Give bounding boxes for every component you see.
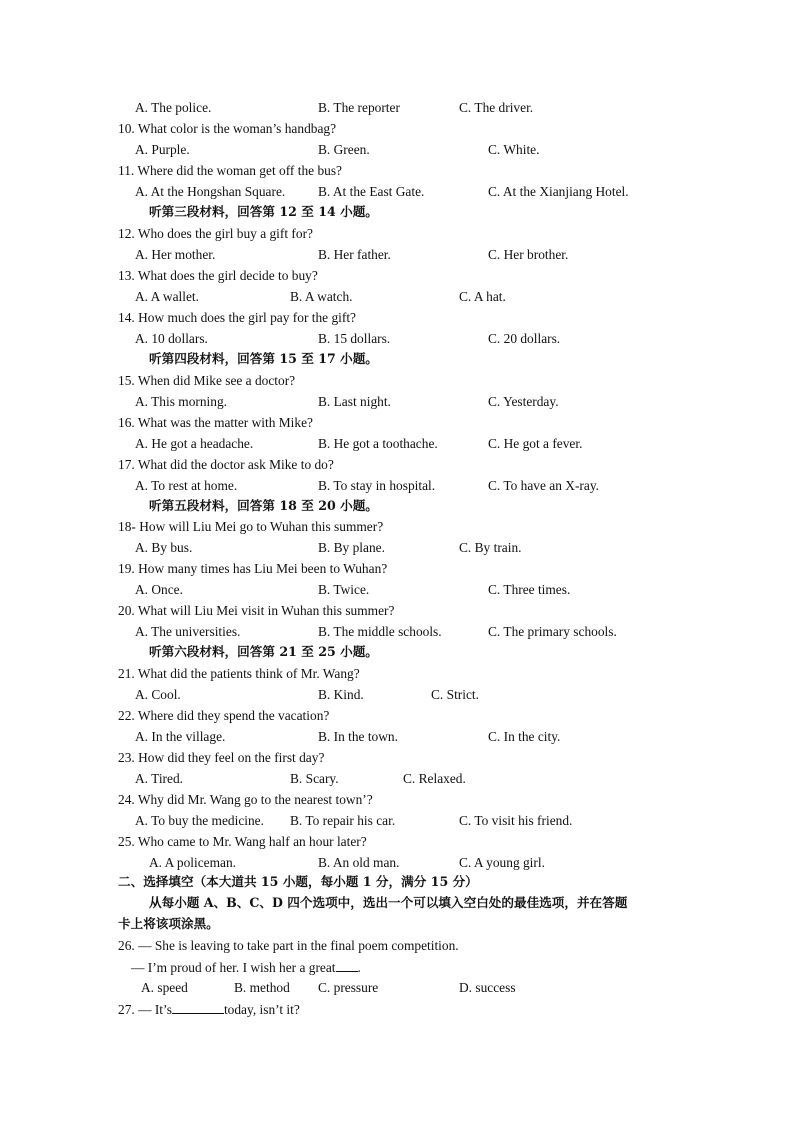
q11-option-c: C. At the Xianjiang Hotel. xyxy=(488,184,629,199)
q26-option-a: A. speed xyxy=(141,980,188,995)
q26-option-d: D. success xyxy=(459,980,516,995)
q24-option-b: B. To repair his car. xyxy=(290,813,396,828)
q20-option-a: A. The universities. xyxy=(135,624,241,639)
q26-response xyxy=(131,960,361,974)
q25-option-a: A. A policeman. xyxy=(149,855,237,870)
q15-text: 15. When did Mike see a doctor? xyxy=(118,373,296,388)
q22-text: 22. Where did they spend the vacation? xyxy=(118,708,330,723)
q23-option-c: C. Relaxed. xyxy=(403,771,466,786)
q25-option-b: B. An old man. xyxy=(318,855,400,870)
q9-option-c: C. The driver. xyxy=(459,100,534,115)
q23-text: 23. How did they feel on the first day? xyxy=(118,750,325,765)
q11-option-b: B. At the East Gate. xyxy=(318,184,425,199)
q27-text xyxy=(118,1002,300,1016)
q16-option-a: A. He got a headache. xyxy=(135,436,254,451)
q10-option-b: B. Green. xyxy=(318,142,370,157)
q24-option-c: C. To visit his friend. xyxy=(459,813,573,828)
q16-option-b: B. He got a toothache. xyxy=(318,436,438,451)
q18-option-b: B. By plane. xyxy=(318,540,385,555)
part-2-instructions: 从每小题 A、B、C、D 四个选项中，选出一个可以填入空白处的最佳选项，并在答题 xyxy=(149,895,628,910)
q15-option-b: B. Last night. xyxy=(318,394,391,409)
section-3-heading: 听第三段材料，回答第 12 至 14 小题。 xyxy=(149,204,378,219)
q18-option-c: C. By train. xyxy=(459,540,522,555)
q21-text: 21. What did the patients think of Mr. Wang? xyxy=(118,666,360,681)
q10-option-a: A. Purple. xyxy=(135,142,190,157)
q15-option-c: C. Yesterday. xyxy=(488,394,559,409)
q27-blank xyxy=(172,1002,224,1014)
q15-option-a: A. This morning. xyxy=(135,394,228,409)
q26-option-b: B. method xyxy=(234,980,290,995)
q12-text: 12. Who does the girl buy a gift for? xyxy=(118,226,313,241)
q26-text: 26. — She is leaving to take part in the final poem competition. xyxy=(118,938,459,953)
q20-option-b: B. The middle schools. xyxy=(318,624,442,639)
q26-response-text: — I’m proud of her. I wish her a great xyxy=(131,960,336,975)
q23-option-a: A. Tired. xyxy=(135,771,183,786)
q12-option-b: B. Her father. xyxy=(318,247,391,262)
section-6-heading: 听第六段材料，回答第 21 至 25 小题。 xyxy=(149,644,378,659)
q23-option-b: B. Scary. xyxy=(290,771,339,786)
q14-option-a: A. 10 dollars. xyxy=(135,331,208,346)
q17-text: 17. What did the doctor ask Mike to do? xyxy=(118,457,334,472)
q21-option-c: C. Strict. xyxy=(431,687,479,702)
q17-option-b: B. To stay in hospital. xyxy=(318,478,436,493)
section-4-heading: 听第四段材料，回答第 15 至 17 小题。 xyxy=(149,351,378,366)
q13-option-b: B. A watch. xyxy=(290,289,353,304)
q12-option-c: C. Her brother. xyxy=(488,247,569,262)
q14-text: 14. How much does the girl pay for the gift? xyxy=(118,310,356,325)
q19-option-b: B. Twice. xyxy=(318,582,370,597)
q13-text: 13. What does the girl decide to buy? xyxy=(118,268,318,283)
q10-option-c: C. White. xyxy=(488,142,540,157)
q16-option-c: C. He got a fever. xyxy=(488,436,583,451)
q22-option-a: A. In the village. xyxy=(135,729,226,744)
q18-text: 18- How will Liu Mei go to Wuhan this summer? xyxy=(118,519,384,534)
q13-option-a: A. A wallet. xyxy=(135,289,199,304)
q14-option-c: C. 20 dollars. xyxy=(488,331,561,346)
q25-option-c: C. A young girl. xyxy=(459,855,545,870)
q19-option-c: C. Three times. xyxy=(488,582,571,597)
q27-text-start: 27. — It’s xyxy=(118,1002,172,1017)
q9-option-a: A. The police. xyxy=(135,100,212,115)
q17-option-a: A. To rest at home. xyxy=(135,478,238,493)
part-2-heading: 二、选择填空（本大道共 15 小题，每小题 1 分，满分 15 分） xyxy=(118,874,478,889)
q20-text: 20. What will Liu Mei visit in Wuhan this summer? xyxy=(118,603,395,618)
q9-option-b: B. The reporter xyxy=(318,100,400,115)
q19-option-a: A. Once. xyxy=(135,582,183,597)
q12-option-a: A. Her mother. xyxy=(135,247,216,262)
q27-text-end: today, isn’t it? xyxy=(223,1002,300,1017)
section-5-heading: 听第五段材料，回答第 18 至 20 小题。 xyxy=(149,498,378,513)
q16-text: 16. What was the matter with Mike? xyxy=(118,415,313,430)
q11-option-a: A. At the Hongshan Square. xyxy=(135,184,286,199)
q11-text: 11. Where did the woman get off the bus? xyxy=(118,163,342,178)
q24-text: 24. Why did Mr. Wang go to the nearest town’? xyxy=(118,792,373,807)
q24-option-a: A. To buy the medicine. xyxy=(135,813,264,828)
q18-option-a: A. By bus. xyxy=(135,540,193,555)
q21-option-b: B. Kind. xyxy=(318,687,364,702)
q19-text: 19. How many times has Liu Mei been to Wuhan? xyxy=(118,561,388,576)
q26-blank xyxy=(336,960,358,972)
q13-option-c: C. A hat. xyxy=(459,289,506,304)
q22-option-b: B. In the town. xyxy=(318,729,398,744)
q21-option-a: A. Cool. xyxy=(135,687,181,702)
q10-text: 10. What color is the woman’s handbag? xyxy=(118,121,337,136)
q26-response-end: . xyxy=(357,960,361,975)
q26-option-c: C. pressure xyxy=(318,980,379,995)
q25-text: 25. Who came to Mr. Wang half an hour later? xyxy=(118,834,367,849)
q17-option-c: C. To have an X-ray. xyxy=(488,478,599,493)
q14-option-b: B. 15 dollars. xyxy=(318,331,391,346)
q20-option-c: C. The primary schools. xyxy=(488,624,617,639)
part-2-instructions-cont: 卡上将该项涂黑。 xyxy=(118,916,219,931)
q22-option-c: C. In the city. xyxy=(488,729,561,744)
